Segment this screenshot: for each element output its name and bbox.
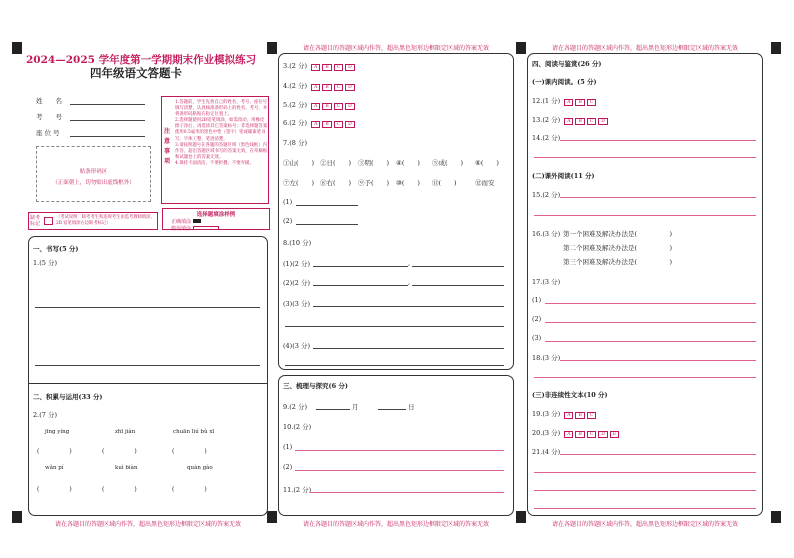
top-notice: 请在各题目的答题区域内作答，超出黑色矩形边框限定区域的答案无效	[551, 45, 738, 52]
wrong-fill-sample	[193, 226, 219, 230]
answer-line[interactable]	[534, 215, 756, 216]
fill-example-title: 选择题填涂样例	[196, 212, 236, 218]
subsection-extracurricular: (二)课外阅读(11 分)	[532, 172, 595, 180]
barcode-label: 贴条形码区	[79, 169, 108, 175]
option-a[interactable]: A	[311, 103, 320, 110]
note-item: 2.选择题使用2B铅笔填涂，如需改动，用橡皮擦干净后，再选涂其它答案标号；非选择题答案使用0.5毫米的黑色中性（签字）笔或碳素笔书写，字体工整、笔迹清楚。	[175, 118, 268, 142]
option-b[interactable]: B	[322, 103, 331, 110]
q13-label: 13.(2 分) A B C D	[532, 115, 608, 125]
q8-sub-label: (3)(3 分)	[283, 300, 310, 308]
q16-blank[interactable]: 第三个困难及解决办法是( )	[563, 258, 673, 266]
answer-region-1	[28, 236, 268, 516]
exam-id-label: 考 号	[36, 113, 62, 121]
month-label: 月	[352, 403, 359, 411]
answer-line[interactable]	[545, 341, 756, 342]
option-c[interactable]: C	[334, 84, 343, 91]
q3-label: 3.(2 分) A B C D	[283, 61, 355, 71]
q15-label: 15.(2 分)	[532, 191, 561, 199]
answer-paren[interactable]: ( )	[102, 448, 137, 455]
answer-region-3	[278, 375, 514, 516]
alignment-mark	[516, 511, 526, 523]
q7-blank[interactable]: ⑫而安	[475, 179, 495, 187]
barcode-hint: （正面朝上，切勿贴出虚线框外）	[52, 180, 135, 186]
pinyin: zhī jiàn	[115, 429, 136, 435]
answer-line[interactable]	[295, 450, 504, 451]
alignment-mark	[12, 42, 22, 54]
answer-line[interactable]	[295, 470, 504, 471]
answer-line[interactable]	[313, 306, 504, 307]
q14-label: 14.(2 分)	[532, 134, 561, 142]
option-b[interactable]: B	[575, 412, 584, 419]
option-d[interactable]: D	[598, 118, 608, 125]
q11-label: 11.(2 分)	[283, 486, 312, 494]
comma: ,	[408, 259, 411, 267]
seat-label: 座 位 号	[36, 129, 60, 137]
q18-label: 18.(3 分)	[532, 354, 561, 362]
absent-label: 缺考标记	[30, 215, 41, 227]
answer-line[interactable]	[412, 266, 504, 267]
barcode-area	[36, 146, 151, 202]
pinyin: kuì biàn	[115, 465, 138, 471]
option-c[interactable]: C	[334, 64, 343, 71]
q16-label: 16.(3 分)	[532, 230, 561, 238]
option-b[interactable]: B	[575, 99, 584, 106]
pinyin: wǎn pí	[45, 465, 64, 471]
divider	[28, 383, 268, 384]
answer-line[interactable]	[285, 365, 504, 366]
option-b[interactable]: B	[575, 118, 584, 125]
comma: ,	[408, 278, 411, 286]
answer-line[interactable]	[534, 490, 756, 491]
option-c[interactable]: C	[334, 103, 343, 110]
answer-line[interactable]	[560, 197, 756, 198]
q16-blank[interactable]: 第二个困难及解决办法是( )	[563, 244, 673, 252]
pinyin: quàn gào	[187, 465, 213, 471]
absent-box	[28, 212, 158, 230]
alignment-mark	[267, 42, 277, 54]
section-reading: 四、阅读与鉴赏(26 分)	[532, 60, 602, 68]
q21-label: 21.(4 分)	[532, 448, 561, 456]
answer-line[interactable]	[560, 454, 756, 455]
q20-label: 20.(3 分) A B C D E	[532, 428, 619, 438]
option-a[interactable]: A	[311, 64, 320, 71]
option-c[interactable]: C	[334, 121, 343, 128]
option-a[interactable]: A	[564, 431, 573, 438]
option-a[interactable]: A	[311, 121, 320, 128]
q7-blank[interactable]: ⑥( )	[475, 159, 499, 167]
q9-label: 9.(2 分)	[283, 403, 307, 411]
q5-label: 5.(2 分) A B C D	[283, 100, 355, 110]
answer-line[interactable]	[313, 266, 408, 267]
option-a[interactable]: A	[311, 84, 320, 91]
bottom-notice: 请在各题目的答题区域内作答，超出黑色矩形边框限定区域的答案无效	[54, 521, 241, 528]
option-b[interactable]: B	[322, 121, 331, 128]
correct-fill-sample	[193, 219, 201, 223]
notes-title: 注意事项	[164, 128, 171, 165]
answer-line[interactable]	[296, 205, 358, 206]
q7-blank[interactable]: ④( )	[396, 159, 420, 167]
q8-sub-label: (4)(3 分)	[283, 342, 310, 350]
q7-blank[interactable]: ⑦左( )	[283, 179, 315, 187]
q17-sub-label: (3)	[532, 334, 542, 342]
q17-sub-label: (2)	[532, 315, 542, 323]
q7-blank[interactable]: ③明( )	[358, 159, 390, 167]
option-d[interactable]: D	[345, 121, 355, 128]
section-writing: 一、书写(5 分)	[33, 245, 79, 253]
pinyin: jīng yíng	[45, 429, 70, 435]
note-item: 4.保持卡面清洁，不要折叠、不要弄破。	[175, 160, 254, 166]
notes-box	[161, 96, 269, 204]
answer-line[interactable]	[534, 377, 756, 378]
subsection-in-class: (一)课内阅读。(5 分)	[532, 78, 597, 86]
exam-id-field[interactable]	[70, 120, 145, 121]
pinyin: chuān liú bù xī	[173, 429, 215, 435]
q7-blank[interactable]: ①山( )	[283, 159, 315, 167]
q16-blank[interactable]: 第一个困难及解决办法是( )	[563, 230, 673, 238]
alignment-mark	[267, 511, 277, 523]
q17-sub-label: (1)	[532, 296, 542, 304]
option-a[interactable]: A	[564, 118, 573, 125]
q17-label: 17.(3 分)	[532, 278, 561, 286]
seat-field[interactable]	[70, 136, 145, 137]
q7-blank[interactable]: ⑪( )	[432, 179, 457, 187]
answer-line[interactable]	[285, 326, 504, 327]
answer-paren[interactable]: ( )	[172, 486, 207, 493]
section-accumulation: 二、积累与运用(33 分)	[33, 393, 103, 401]
section-review: 三、梳理与探究(6 分)	[283, 382, 348, 390]
option-a[interactable]: A	[564, 412, 573, 419]
answer-line[interactable]	[313, 348, 504, 349]
q12-label: 12.(1 分) A B C	[532, 96, 596, 106]
q2-label: 2.(7 分)	[33, 411, 57, 419]
q19-label: 19.(3 分) A B C	[532, 409, 596, 419]
q7-blank[interactable]: ⑧右( )	[320, 179, 352, 187]
answer-line[interactable]	[534, 508, 756, 509]
wrong-fill-label: 错误填涂	[171, 226, 192, 232]
q7-blank[interactable]: ⑩( )	[396, 179, 420, 187]
alignment-mark	[771, 42, 781, 54]
q4-label: 4.(2 分) A B C D	[283, 81, 355, 91]
option-d[interactable]: D	[345, 64, 355, 71]
answer-line[interactable]	[560, 140, 756, 141]
answer-line[interactable]	[296, 224, 358, 225]
answer-line[interactable]	[560, 360, 756, 361]
name-label: 姓 名	[36, 97, 62, 105]
option-c[interactable]: C	[587, 412, 596, 419]
option-b[interactable]: B	[575, 431, 584, 438]
answer-paren[interactable]: ( )	[37, 448, 72, 455]
subsection-nonfiction: (三)非连续性文本(10 分)	[532, 391, 608, 399]
q10-label: 10.(2 分)	[283, 423, 312, 431]
answer-line[interactable]	[316, 409, 350, 410]
card-title: 四年级语文答题卡	[90, 66, 182, 80]
option-c[interactable]: C	[587, 118, 596, 125]
answer-line[interactable]	[534, 157, 756, 158]
bottom-notice: 请在各题目的答题区域内作答，超出黑色矩形边框限定区域的答案无效	[551, 521, 738, 528]
option-c[interactable]: C	[587, 431, 596, 438]
q7-sub-label: (1)	[283, 198, 293, 206]
option-e[interactable]: E	[610, 431, 619, 438]
fill-example-box	[162, 208, 270, 230]
alignment-mark	[516, 42, 526, 54]
q10-sub-label: (2)	[283, 463, 293, 471]
bottom-notice: 请在各题目的答题区域内作答，超出黑色矩形边框限定区域的答案无效	[302, 521, 489, 528]
option-a[interactable]: A	[564, 99, 573, 106]
option-d[interactable]: D	[345, 84, 355, 91]
q10-sub-label: (1)	[283, 443, 293, 451]
q8-label: 8.(10 分)	[283, 239, 312, 247]
q6-label: 6.(2 分) A B C D	[283, 118, 355, 128]
name-field[interactable]	[70, 104, 145, 105]
correct-fill-label: 正确填涂	[171, 219, 192, 225]
q7-blank[interactable]: ②日( )	[320, 159, 352, 167]
exam-title: 2024—2025 学年度第一学期期末作业模拟练习	[26, 54, 257, 66]
q8-sub-label: (2)(2 分)	[283, 279, 310, 287]
q1-writing-line[interactable]	[35, 307, 260, 308]
day-label: 日	[408, 403, 415, 411]
answer-line[interactable]	[412, 285, 504, 286]
option-d[interactable]: D	[598, 431, 608, 438]
option-c[interactable]: C	[587, 99, 596, 106]
option-b[interactable]: B	[322, 64, 331, 71]
note-item: 1.答题前，学生先将自己的姓名、考号、座位号填写清楚，认真核准条形码上的姓名、考号，并将条形码粘贴在指定位置上。	[175, 100, 268, 118]
answer-line[interactable]	[534, 472, 756, 473]
q1-label: 1.(5 分)	[33, 259, 57, 267]
answer-line[interactable]	[378, 409, 406, 410]
option-b[interactable]: B	[322, 84, 331, 91]
answer-line[interactable]	[545, 303, 756, 304]
answer-line[interactable]	[545, 322, 756, 323]
alignment-mark	[12, 511, 22, 523]
note-item: 3.请按照题号在各题的答题区域（黑色线框）内作答，超出答题区域书写的答案无效，在草稿纸和试题卷上的答案无效。	[175, 142, 268, 160]
answer-paren[interactable]: ( )	[172, 448, 207, 455]
q7-blank[interactable]: ⑨予( )	[358, 179, 390, 187]
q1-writing-line[interactable]	[35, 365, 260, 366]
q7-label: 7.(8 分)	[283, 139, 307, 147]
notes-content	[175, 100, 268, 167]
answer-paren[interactable]: ( )	[102, 486, 137, 493]
absent-checkbox[interactable]	[44, 217, 53, 225]
q7-sub-label: (2)	[283, 217, 293, 225]
top-notice: 请在各题目的答题区域内作答，超出黑色矩形边框限定区域的答案无效	[302, 45, 489, 52]
alignment-mark	[771, 511, 781, 523]
answer-paren[interactable]: ( )	[37, 486, 72, 493]
option-d[interactable]: D	[345, 103, 355, 110]
q7-blank[interactable]: ⑤成( )	[432, 159, 464, 167]
answer-line[interactable]	[310, 492, 504, 493]
answer-line[interactable]	[313, 285, 408, 286]
absent-text: （考试说明：缺考考生和违规考生由监考教师填涂，2B 铅笔填涂右边缺考标记）	[56, 215, 155, 226]
q8-sub-label: (1)(2 分)	[283, 260, 310, 268]
